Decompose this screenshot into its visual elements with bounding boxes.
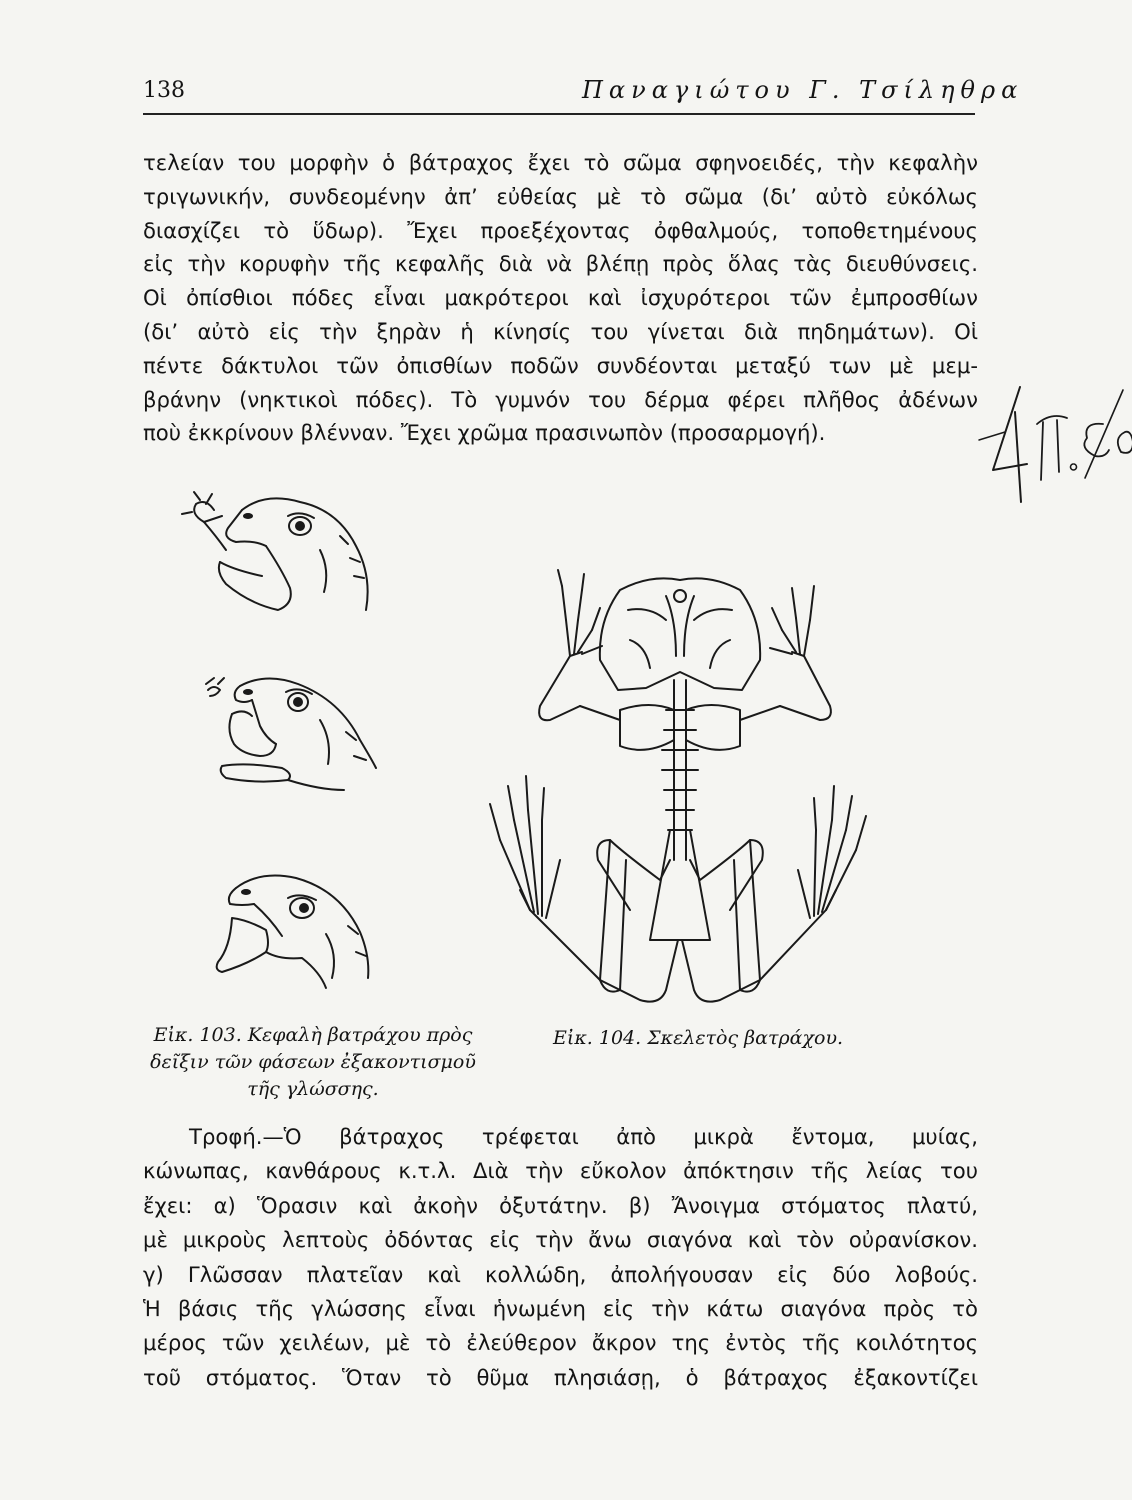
- figure-104-caption: Εἰκ. 104. Σκελετὸς βατράχου.: [553, 1027, 844, 1049]
- text-line: βράνην (νηκτικοὶ πόδες). Τὸ γυμνόν του δέρμα φέρει πλῆθος ἀδένων: [143, 386, 978, 412]
- text-line: ἔχει: α) Ὅρασιν καὶ ἀκοὴν ὀξυτάτην. β) Ἄνοιγμα στόματος πλατύ,: [143, 1192, 978, 1218]
- text-line: κώνωπας, κανθάρους κ.τ.λ. Διὰ τὴν εὔκολον ἀπόκτησιν τῆς λείας του: [143, 1158, 978, 1184]
- text-line: τελείαν του μορφὴν ὁ βάτραχος ἔχει τὸ σῶμα σφηνοειδές, τὴν κεφαλὴν: [143, 150, 978, 175]
- handwritten-margin-note: [975, 352, 1132, 532]
- paragraph-feeding: [143, 1120, 978, 1395]
- text-line: μὲ μικροὺς λεπτοὺς ὀδόντας εἰς τὴν ἄνω σιαγόνα καὶ τὸν οὐρανίσκον.: [143, 1227, 978, 1253]
- text-line: πέντε δάκτυλοι τῶν ὀπισθίων ποδῶν συνδέονται μεταξύ των μὲ μεμ-: [143, 352, 978, 378]
- text-line: εἰς τὴν κορυφὴν τῆς κεφαλῆς διὰ νὰ βλέπῃ πρὸς ὅλας τὰς διευθύνσεις.: [143, 251, 978, 277]
- caption-line: Εἰκ. 103. Κεφαλὴ βατράχου πρὸς: [153, 1024, 473, 1046]
- skull: [600, 578, 760, 690]
- figure-103-frog-heads: [170, 480, 410, 1020]
- text-line: τοῦ στόματος. Ὅταν τὸ θῦμα πλησιάσῃ, ὁ βάτραχος ἐξακοντίζει: [143, 1364, 978, 1390]
- text-line: ποὺ ἐκκρίνουν βλένναν. Ἔχει χρῶμα πρασινωπὸν (προσαρμογή).: [143, 420, 826, 446]
- right-forelimb: [770, 586, 831, 720]
- text-line: γ) Γλῶσσαν πλατεῖαν καὶ κολλώδη, ἀπολήγουσαν εἰς δύο λοβούς.: [143, 1261, 978, 1287]
- page-number: 138: [143, 78, 185, 103]
- text-line: Τροφή.—Ὁ βάτραχος τρέφεται ἀπὸ μικρὰ ἔντομα, μυίας,: [189, 1124, 978, 1149]
- left-forelimb: [539, 570, 602, 720]
- figure-104-frog-skeleton: [470, 560, 890, 1020]
- running-head: Παναγιώτου Γ. Τσίληθρα: [582, 76, 1024, 104]
- text-line: (δι’ αὐτὸ εἰς τὴν ξηρὰν ἡ κίνησίς του γίνεται διὰ πηδημάτων). Οἱ: [143, 318, 978, 344]
- right-hindlimb: [682, 786, 866, 1002]
- caption-line: τῆς γλώσσης.: [247, 1078, 379, 1100]
- text-line: Ἡ βάσις τῆς γλώσσης εἶναι ἡνωμένη εἰς τὴν κάτω σιαγόνα πρὸς τὸ: [143, 1296, 978, 1322]
- text-line: διασχίζει τὸ ὕδωρ). Ἔχει προεξέχοντας ὀφθαλμούς, τοποθετημένους: [143, 217, 978, 243]
- paragraph-body-description: [143, 146, 978, 450]
- frog-head-phase-2: [206, 678, 376, 790]
- figure-103-caption: [143, 1022, 483, 1103]
- text-line: Οἱ ὀπίσθιοι πόδες εἶναι μακρότεροι καὶ ἰσχυρότεροι τῶν ἐμπροσθίων: [143, 285, 978, 311]
- left-hindlimb: [490, 776, 678, 1002]
- frog-head-phase-3: [217, 876, 369, 988]
- spine: [650, 680, 710, 940]
- text-line: τριγωνικήν, συνδεομένην ἀπ’ εὐθείας μὲ τὸ σῶμα (δι’ αὐτὸ εὐκόλως: [143, 183, 978, 209]
- text-line: μέρος τῶν χειλέων, μὲ τὸ ἐλεύθερον ἄκρον της ἐντὸς τῆς κοιλότητος: [143, 1330, 978, 1356]
- shoulder-girdle: [580, 705, 780, 750]
- header-rule: [143, 113, 975, 115]
- frog-head-phase-1: [182, 492, 368, 610]
- caption-line: δεῖξιν τῶν φάσεων ἐξακοντισμοῦ: [150, 1051, 476, 1073]
